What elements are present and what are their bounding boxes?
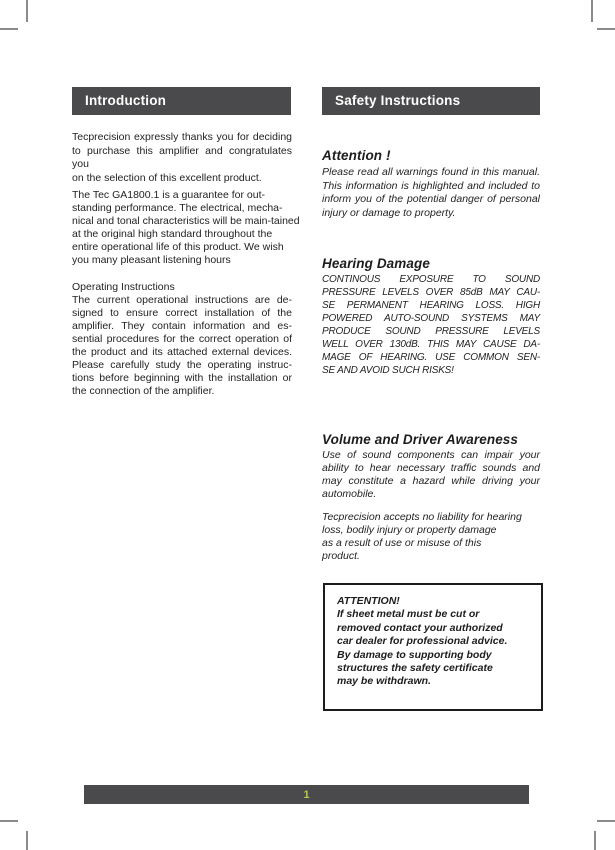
section-header-safety-instructions [322, 87, 540, 115]
intro-paragraph: Tecprecision expressly thanks you for deciding to purchase this amplifier and congratulates you on the selection of this excellent product. [72, 131, 292, 184]
operating-instructions-paragraph: The current operational instructions are de- signed to ensure correct installation of the amplifier. They contain information and es- sential procedures for the correct operation of the product and its attached external devices. Please carefully study the operating instruc- tions before beginning with the installation or the connection of the amplifier. [72, 294, 292, 397]
product-guarantee-paragraph: The Tec GA1800.1 is a guarantee for out- standing performance. The electrical, mecha- nical and tonal characteristics will be main-tained at the original high standard throughout the entire operational life of this product. We wish you many pleasant listening hours [72, 189, 300, 266]
crop-mark-top-right-horizontal [597, 28, 615, 30]
operating-instructions-heading: Operating Instructions [72, 281, 175, 293]
crop-mark-bottom-left-horizontal [0, 820, 18, 822]
hearing-damage-paragraph: CONTINOUS EXPOSURE TO SOUND PRESSURE LEVELS OVER 85dB MAY CAU- SE PERMANENT HEARING LOSS. HIGH POWERED AUTO-SOUND SYSTEMS MAY PRODUCE SOUND PRESSURE LEVELS WELL OVER 130dB. THIS MAY CAUSE DA- MAGE OF HEARING. USE COMMON SEN- SE AND AVOID SUCH RISKS! [322, 274, 540, 376]
crop-mark-top-right-vertical [591, 0, 593, 22]
section-header-introduction-label: Introduction [85, 93, 167, 108]
attention-heading: Attention ! [322, 148, 391, 163]
crop-mark-bottom-left-vertical [26, 831, 28, 850]
liability-paragraph: Tecprecision accepts no liability for hearing loss, bodily injury or property damage as a result of use or misuse of this product. [322, 511, 522, 562]
section-header-safety-instructions-label: Safety Instructions [335, 93, 461, 108]
hearing-damage-heading: Hearing Damage [322, 256, 430, 271]
attention-paragraph: Please read all warnings found in this manual. This information is highlighted and included to inform you of the potential danger of personal injury or damage to property. [322, 166, 540, 219]
attention-box: ATTENTION! If sheet metal must be cut or removed contact your authorized car dealer for professional advice. By damage to supporting body structures the safety certificate may be withdrawn. [323, 583, 543, 711]
section-header-introduction [72, 87, 291, 115]
crop-mark-bottom-right-vertical [594, 831, 596, 850]
volume-awareness-paragraph: Use of sound components can impair your ability to hear necessary traffic sounds and may constitute a hazard while driving your automobile. [322, 449, 540, 500]
volume-awareness-heading: Volume and Driver Awareness [322, 432, 519, 447]
footer-bar [84, 785, 529, 804]
crop-mark-bottom-right-horizontal [597, 820, 615, 822]
page-number: 1 [303, 789, 310, 801]
crop-mark-top-left-vertical [26, 0, 28, 22]
crop-mark-top-left-horizontal [0, 28, 18, 30]
